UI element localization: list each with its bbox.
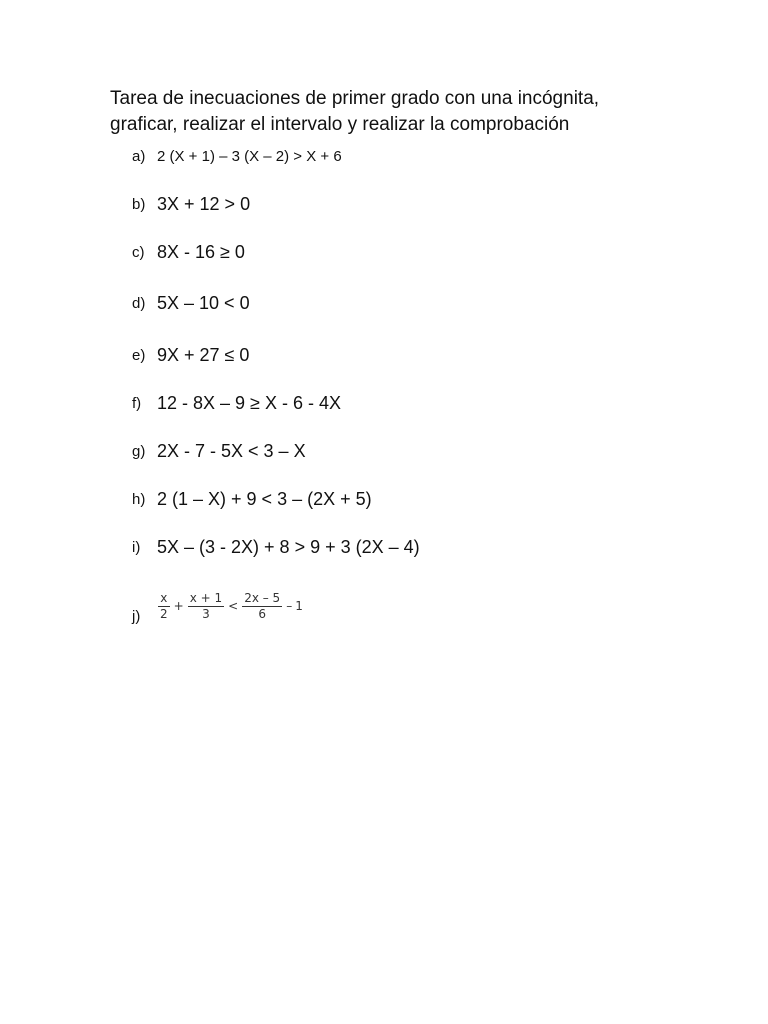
- exercise-letter: a): [132, 148, 146, 165]
- fraction-3: [242, 591, 282, 622]
- exercise-letter: j): [132, 608, 141, 625]
- exercise-expression: 12 - 8X – 9 ≥ X - 6 - 4X: [157, 393, 341, 413]
- operator: +: [173, 599, 184, 613]
- exercise-letter: d): [132, 295, 146, 312]
- denominator: 6: [258, 606, 266, 621]
- exercise-expression: 9X + 27 ≤ 0: [157, 345, 250, 365]
- constant-term: 1: [295, 599, 303, 613]
- exercise-expression: 2X - 7 - 5X < 3 – X: [157, 441, 306, 461]
- exercise-letter: b): [132, 196, 146, 213]
- numerator: 2x – 5: [244, 590, 281, 605]
- exercise-letter: e): [132, 347, 146, 364]
- operator: –: [286, 599, 293, 613]
- exercise-expression: 5X – 10 < 0: [157, 293, 250, 313]
- exercise-letter: g): [132, 443, 146, 460]
- operator: <: [228, 599, 239, 613]
- fraction-2: [188, 591, 224, 622]
- exercise-letter: f): [132, 395, 142, 412]
- fraction-inequality: [157, 586, 303, 626]
- denominator: 3: [202, 606, 210, 621]
- assignment-title: [110, 86, 670, 138]
- numerator: x + 1: [189, 590, 223, 605]
- numerator: x: [160, 590, 168, 605]
- title-line-2: graficar, realizar el intervalo y realizar la comprobación: [110, 114, 570, 135]
- exercise-expression: 2 (1 – X) + 9 < 3 – (2X + 5): [157, 489, 372, 509]
- exercise-expression: 5X – (3 - 2X) + 8 > 9 + 3 (2X – 4): [157, 537, 420, 557]
- exercise-expression: 8X - 16 ≥ 0: [157, 242, 245, 262]
- denominator: 2: [160, 606, 168, 621]
- exercise-expression: 3X + 12 > 0: [157, 194, 251, 214]
- exercise-letter: c): [132, 244, 145, 261]
- exercise-letter: h): [132, 491, 146, 508]
- exercise-letter: i): [132, 539, 141, 556]
- title-line-1: Tarea de inecuaciones de primer grado con una incógnita,: [110, 88, 600, 109]
- fraction-1: [158, 591, 170, 622]
- exercise-expression: 2 (X + 1) – 3 (X – 2) > X + 6: [157, 148, 342, 165]
